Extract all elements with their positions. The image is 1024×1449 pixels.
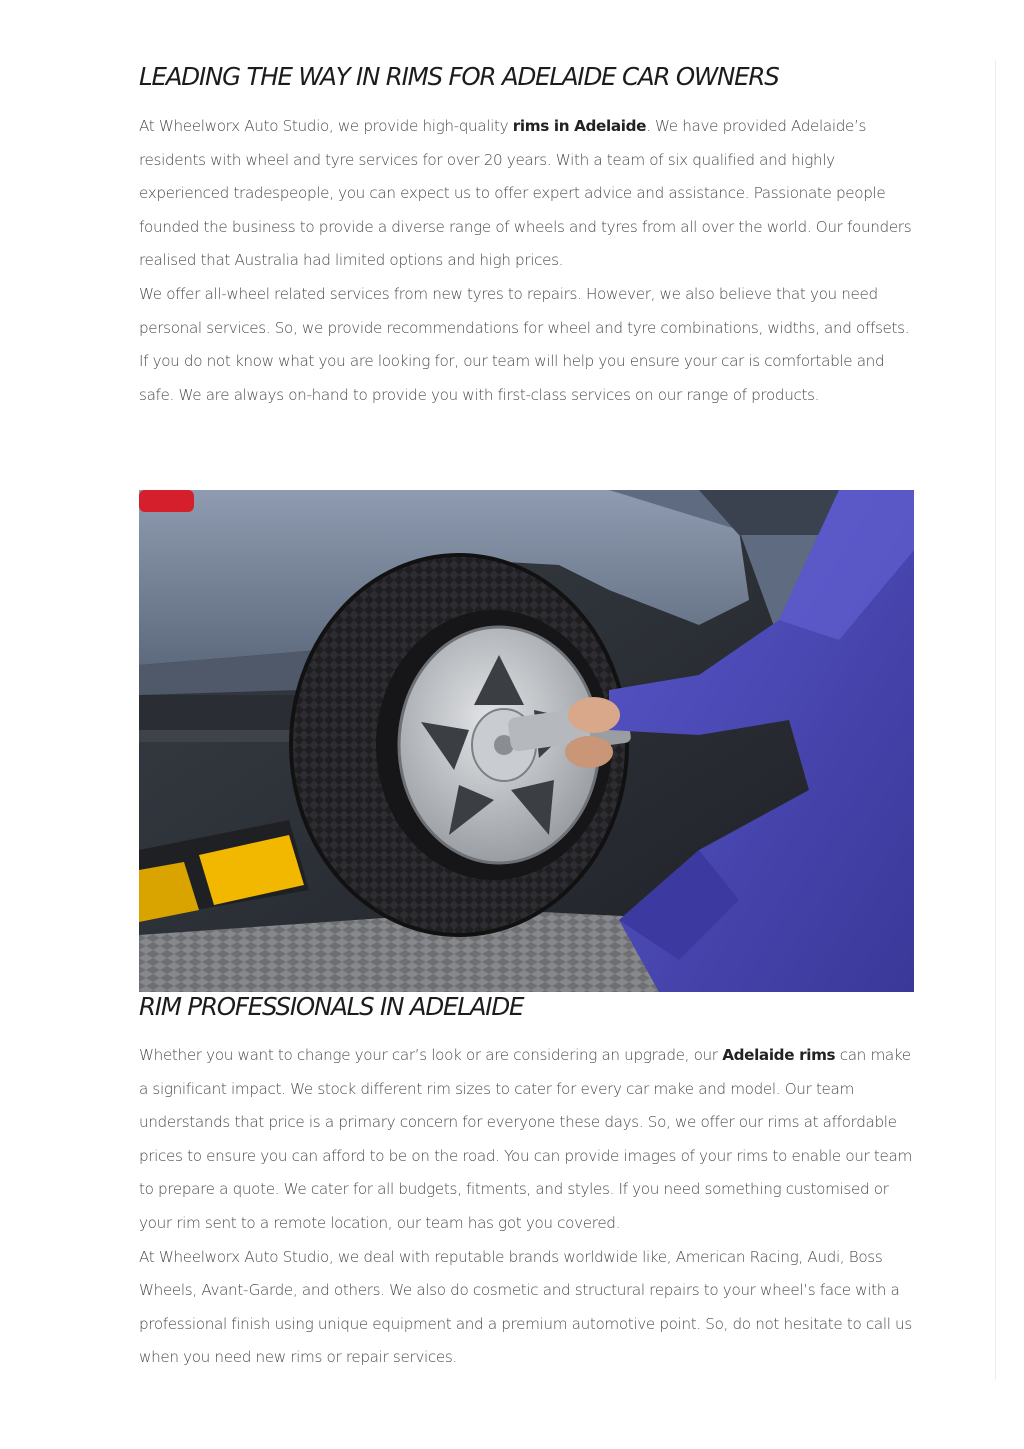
section-body-leading-the-way: [139, 110, 917, 412]
paragraph: We offer all-wheel related services from new tyres to repairs. However, we also believe that you need personal services. So, we provide recommendations for wheel and tyre combinations, widths, and offsets. If you do not know what you are looking for, our team will help you ensure your car is comfortable and safe. We are always on-hand to provide you with first-class services on our range of products.: [139, 284, 910, 404]
section-body-rim-professionals: [139, 1039, 917, 1375]
mechanic-changing-tyre-photo: [139, 490, 914, 992]
paragraph-text: can make a significant impact. We stock different rim sizes to cater for every car make and model. Our team understands that price is a primary concern for everyone these days. So, we offer our rims at affordable prices to ensure you can afford to be on the road. You can provide images of your rims to enable our team to prepare a quote. We cater for all budgets, fitments, and styles. If you need something customised or your rim sent to a remote location, our team has got you covered.: [139, 1046, 912, 1232]
paragraph: [139, 1039, 917, 1241]
paragraph-text: At Wheelworx Auto Studio, we provide high-quality: [139, 117, 513, 135]
section-title-rim-professionals: RIM PROFESSIONALS IN ADELAIDE: [139, 992, 524, 1021]
paragraph-text: . We have provided Adelaide’s residents with wheel and tyre services for over 20 years. With a team of six qualified and highly experienced tradespeople, you can expect us to offer expert advice and assistance. Passionate people founded the business to provide a diverse range of wheels and tyres from all over the world. Our founders realised that Australia had limited options and high prices.: [139, 117, 912, 270]
section-title-leading-the-way: LEADING THE WAY IN RIMS FOR ADELAIDE CAR OWNERS: [139, 62, 779, 91]
paragraph: At Wheelworx Auto Studio, we deal with reputable brands worldwide like, American Racing, Audi, Boss Wheels, Avant-Garde, and others. We also do cosmetic and structural repairs to your wheel’s face with a professional finish using unique equipment and a premium automotive point. So, do not hesitate to call us when you need new rims or repair services.: [139, 1247, 912, 1367]
keyword-adelaide-rims: Adelaide rims: [722, 1046, 836, 1064]
page-edge-divider: [995, 60, 996, 1380]
keyword-rims-in-adelaide: rims in Adelaide: [512, 117, 647, 135]
paragraph-text: Whether you want to change your car’s look or are considering an upgrade, our: [139, 1046, 723, 1064]
mechanic-tyre-illustration: [139, 490, 914, 992]
paragraph: [139, 110, 917, 278]
